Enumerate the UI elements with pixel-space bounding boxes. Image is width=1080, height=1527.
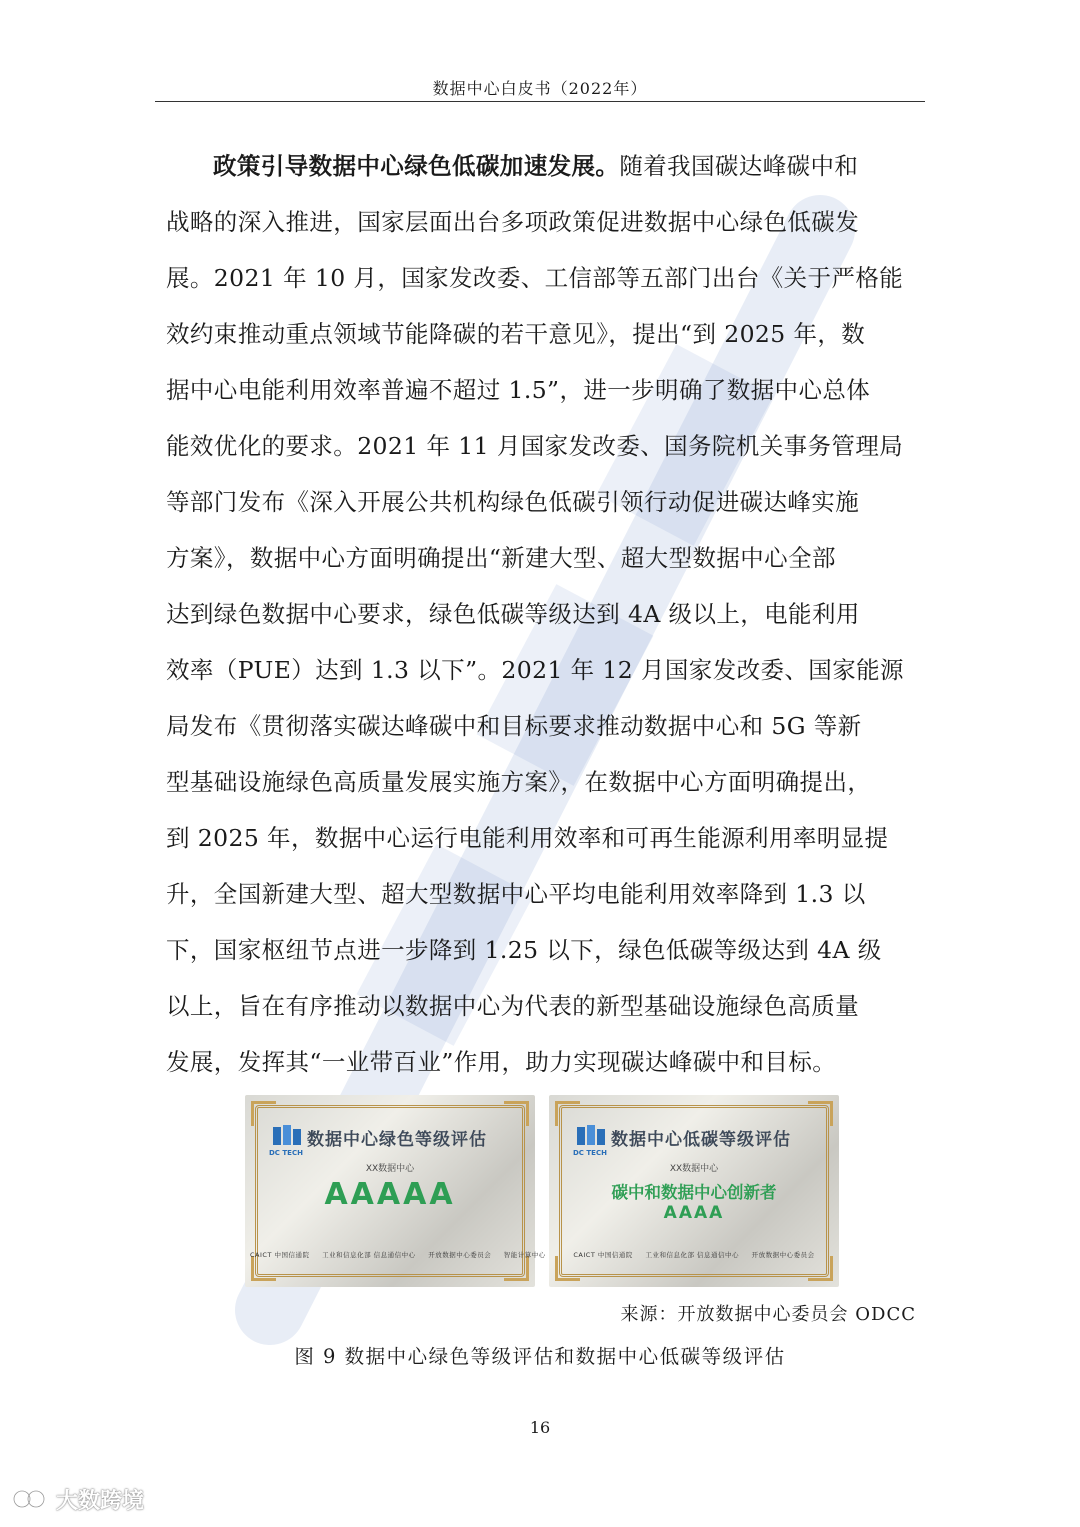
text-line [166,138,916,194]
plaque-corner-ornament [504,1101,529,1126]
footer-org: 开放数据中心委员会 [428,1251,492,1259]
plaque-corner-ornament [504,1256,529,1281]
plaque-title: 数据中心绿色等级评估 [307,1130,487,1150]
text-line: 发展，发挥其“一业带百业”作用，助力实现碳达峰碳中和目标。 [166,1048,837,1076]
text-line: 升，全国新建大型、超大型数据中心平均电能利用效率降到 1.3 以 [166,880,866,908]
plaque-subtitle: XX数据中心 [365,1164,415,1174]
text-line: 局发布《贯彻落实碳达峰碳中和目标要求推动数据中心和 5G 等新 [166,712,862,740]
text-line: 方案》，数据中心方面明确提出“新建大型、超大型数据中心全部 [166,544,836,572]
plaque-corner-ornament [808,1256,833,1281]
text-line: 据中心电能利用效率普遍不超过 1.5”，进一步明确了数据中心总体 [166,376,871,404]
plaque-corner-ornament [808,1101,833,1126]
green-rating-plaque [245,1095,546,1287]
header-divider [155,101,925,102]
plaque-subtitle: XX数据中心 [669,1164,719,1174]
page-header: 数据中心白皮书（2022年） [432,79,648,98]
text-line: 等部门发布《深入开展公共机构绿色低碳引领行动促进碳达峰实施 [166,488,860,516]
plaque-grade: AAAAA [324,1177,456,1212]
plaque-grade: AAAA [663,1203,725,1223]
footer-org: 智能计算中心 [503,1251,546,1259]
plaque-grade-title: 碳中和数据中心创新者 [611,1183,777,1202]
text-line: 能效优化的要求。2021 年 11 月国家发改委、国务院机关事务管理局 [166,432,904,460]
logo-caption: DC TECH [269,1149,303,1157]
figure-caption: 图 9 数据中心绿色等级评估和数据中心低碳等级评估 [294,1345,786,1368]
footer-org: 工业和信息化部 信息通信中心 [645,1251,740,1259]
plaque-corner-ornament [251,1256,276,1281]
low-carbon-rating-plaque [549,1095,839,1287]
figure-source: 来源：开放数据中心委员会 ODCC [620,1304,916,1325]
plaque-title: 数据中心低碳等级评估 [611,1130,791,1150]
text-line-content: 随着我国碳达峰碳中和 [619,152,859,180]
text-line: 效约束推动重点领域节能降碳的若干意见》，提出“到 2025 年，数 [166,320,866,348]
text-line: 展。2021 年 10 月，国家发改委、工信部等五部门出台《关于严格能 [166,264,904,292]
text-line: 战略的深入推进，国家层面出台多项政策促进数据中心绿色低碳发 [166,208,860,236]
brand-logo-icon [12,1487,50,1511]
dc-tech-logo-icon [271,1123,303,1149]
dc-tech-logo-icon [575,1123,607,1149]
body-paragraph [166,138,916,1090]
plaque-footer [245,1250,546,1259]
page-number: 16 [529,1418,551,1437]
text-line: 下，国家枢纽节点进一步降到 1.25 以下，绿色低碳等级达到 4A 级 [166,936,882,964]
text-line: 型基础设施绿色高质量发展实施方案》，在数据中心方面明确提出， [166,768,872,796]
text-line: 以上，旨在有序推动以数据中心为代表的新型基础设施绿色高质量 [166,992,860,1020]
footer-org: CAICT 中国信通院 [250,1251,310,1259]
paragraph-lead: 政策引导数据中心绿色低碳加速发展。 [213,152,620,180]
plaque-footer [549,1250,839,1259]
footer-org: 开放数据中心委员会 [751,1251,815,1259]
text-line: 达到绿色数据中心要求，绿色低碳等级达到 4A 级以上，电能利用 [166,600,860,628]
text-line: 效率（PUE）达到 1.3 以下”。2021 年 12 月国家发改委、国家能源 [166,656,904,684]
footer-org: 工业和信息化部 信息通信中心 [322,1251,416,1259]
brand-watermark [12,1484,144,1514]
plaque-corner-ornament [555,1256,580,1281]
text-line: 到 2025 年，数据中心运行电能利用效率和可再生能源利用率明显提 [166,824,889,852]
footer-org: CAICT 中国信通院 [573,1251,633,1259]
brand-name: 大数跨境 [56,1488,145,1514]
logo-caption: DC TECH [573,1149,607,1157]
